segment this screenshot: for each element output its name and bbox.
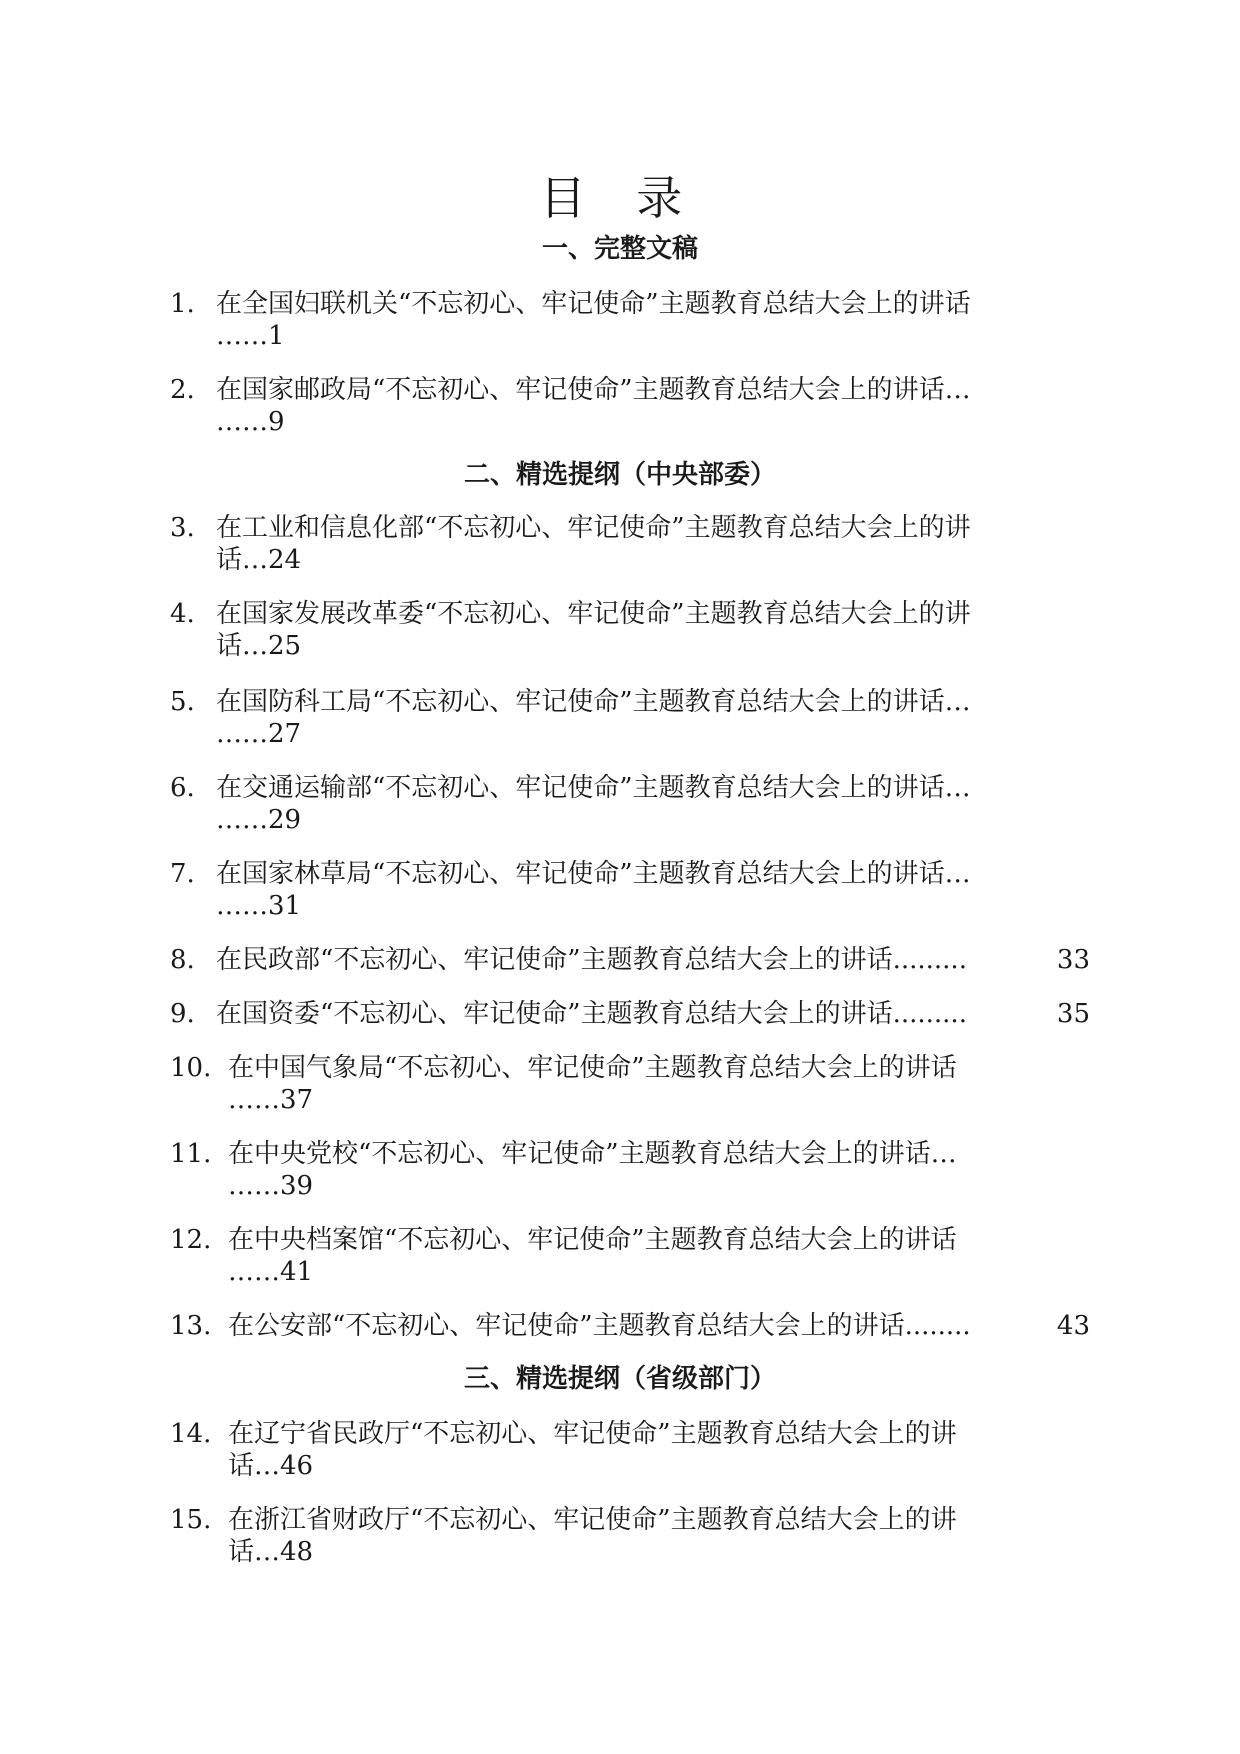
entry-title: 在交通运输部“不忘初心、牢记使命”主题教育总结大会上的讲话… bbox=[216, 773, 971, 803]
entry-page-ref: 话…25 bbox=[216, 631, 302, 661]
entry-number: 8. bbox=[170, 945, 195, 975]
entry-title: 在中国气象局“不忘初心、牢记使命”主题教育总结大会上的讲话 bbox=[228, 1053, 957, 1083]
entry-number: 15. bbox=[170, 1505, 212, 1535]
entry-page-ref: ……31 bbox=[216, 891, 302, 921]
entry-title: 在辽宁省民政厅“不忘初心、牢记使命”主题教育总结大会上的讲 bbox=[228, 1419, 957, 1449]
entry-title: 在中央党校“不忘初心、牢记使命”主题教育总结大会上的讲话… bbox=[228, 1139, 957, 1169]
entry-title: 在国家发展改革委“不忘初心、牢记使命”主题教育总结大会上的讲 bbox=[216, 599, 971, 629]
entry-page-ref: ……9 bbox=[216, 407, 285, 437]
entry-number: 10. bbox=[170, 1053, 212, 1083]
entry-number: 5. bbox=[170, 687, 195, 717]
entry-number: 1. bbox=[170, 289, 195, 319]
entry-page-ref: ……29 bbox=[216, 805, 302, 835]
entry-title: 在国家林草局“不忘初心、牢记使命”主题教育总结大会上的讲话… bbox=[216, 859, 971, 889]
page-title: 目 录 bbox=[539, 171, 701, 225]
entry-title: 在国资委“不忘初心、牢记使命”主题教育总结大会上的讲话......... bbox=[216, 999, 967, 1029]
entry-number: 13. bbox=[170, 1311, 212, 1341]
entry-title: 在公安部“不忘初心、牢记使命”主题教育总结大会上的讲话........ bbox=[228, 1311, 971, 1341]
entry-page-ref: 话…46 bbox=[228, 1451, 314, 1481]
entry-number: 3. bbox=[170, 513, 195, 543]
entry-title: 在全国妇联机关“不忘初心、牢记使命”主题教育总结大会上的讲话 bbox=[216, 289, 971, 319]
section-heading-provincial-departments: 三、精选提纲（省级部门） bbox=[463, 1364, 776, 1394]
entry-page-ref: ……1 bbox=[216, 321, 285, 351]
entry-number: 9. bbox=[170, 999, 195, 1029]
entry-title: 在浙江省财政厅“不忘初心、牢记使命”主题教育总结大会上的讲 bbox=[228, 1505, 957, 1535]
entry-title: 在民政部“不忘初心、牢记使命”主题教育总结大会上的讲话......... bbox=[216, 945, 967, 975]
entry-number: 7. bbox=[170, 859, 195, 889]
entry-page-number: 43 bbox=[1056, 1311, 1090, 1341]
entry-page-number: 35 bbox=[1056, 999, 1090, 1029]
section-heading-central-ministries: 二、精选提纲（中央部委） bbox=[463, 460, 776, 490]
entry-title: 在国家邮政局“不忘初心、牢记使命”主题教育总结大会上的讲话… bbox=[216, 375, 971, 405]
section-heading-complete-texts: 一、完整文稿 bbox=[541, 234, 698, 264]
entry-title: 在国防科工局“不忘初心、牢记使命”主题教育总结大会上的讲话… bbox=[216, 687, 971, 717]
entry-number: 4. bbox=[170, 599, 195, 629]
entry-page-ref: ……39 bbox=[228, 1171, 314, 1201]
entry-title: 在中央档案馆“不忘初心、牢记使命”主题教育总结大会上的讲话 bbox=[228, 1225, 957, 1255]
entry-page-number: 33 bbox=[1056, 945, 1090, 975]
entry-page-ref: ……27 bbox=[216, 719, 302, 749]
entry-number: 2. bbox=[170, 375, 195, 405]
entry-number: 11. bbox=[170, 1139, 212, 1169]
entry-title: 在工业和信息化部“不忘初心、牢记使命”主题教育总结大会上的讲 bbox=[216, 513, 971, 543]
entry-number: 12. bbox=[170, 1225, 212, 1255]
entry-page-ref: ……41 bbox=[228, 1257, 314, 1287]
entry-page-ref: ……37 bbox=[228, 1085, 314, 1115]
entry-page-ref: 话…48 bbox=[228, 1537, 314, 1567]
entry-page-ref: 话…24 bbox=[216, 545, 302, 575]
entry-number: 6. bbox=[170, 773, 195, 803]
entry-number: 14. bbox=[170, 1419, 212, 1449]
